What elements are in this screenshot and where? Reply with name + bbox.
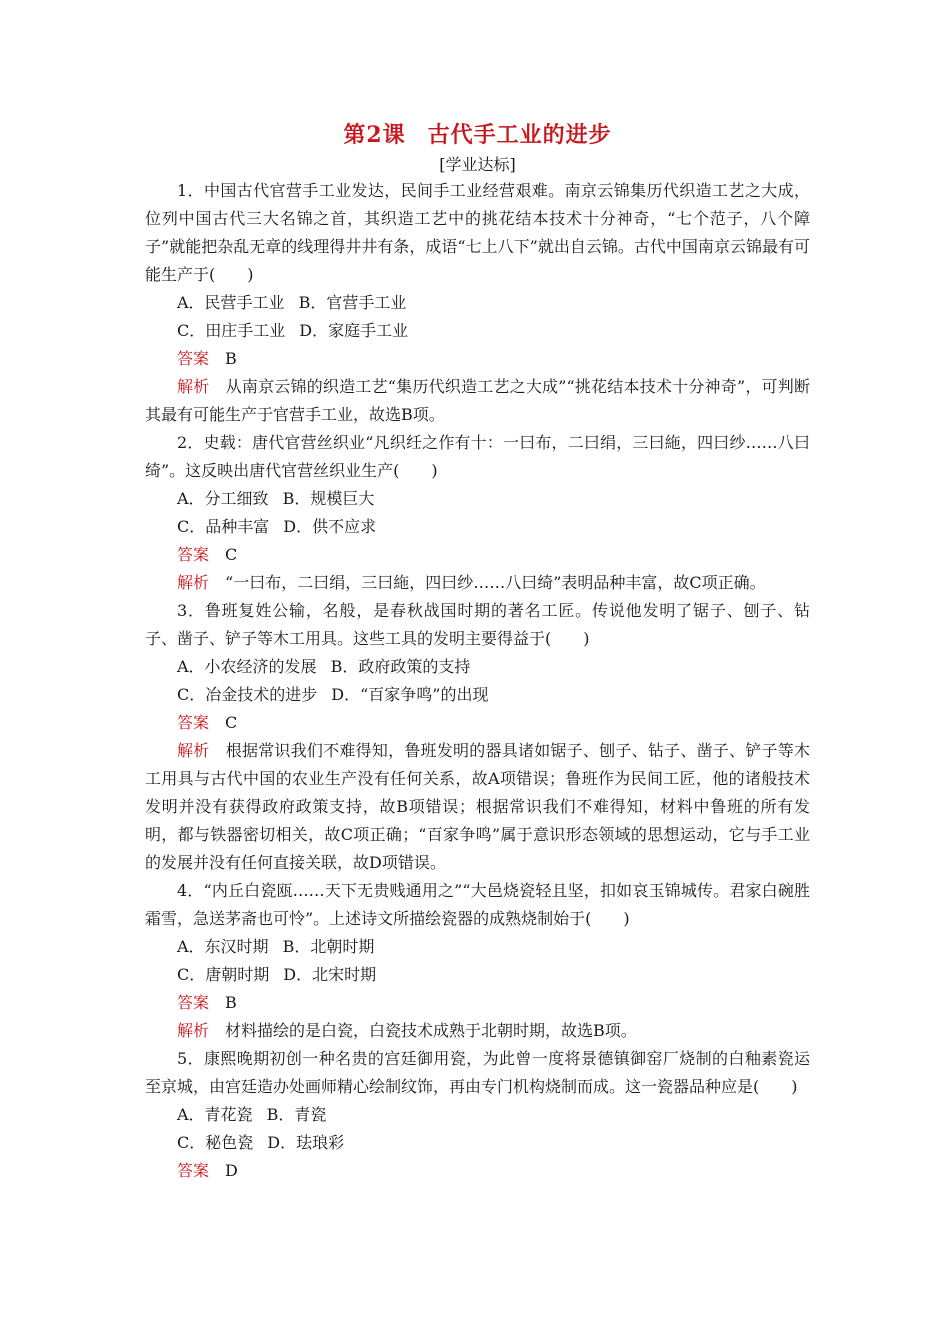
- analysis-label: 解析: [177, 741, 210, 760]
- answer-label: 答案: [177, 1161, 210, 1180]
- analysis-label: 解析: [177, 377, 210, 396]
- question-1-answer: [145, 345, 810, 373]
- question-1-analysis: [145, 373, 810, 429]
- answer-value: B: [225, 349, 237, 368]
- question-5-options-row-1: [145, 1101, 810, 1129]
- answer-label: 答案: [177, 349, 210, 368]
- question-4-text: 4．“内丘白瓷瓯……天下无贵贱通用之”“大邑烧瓷轻且坚，扣如哀玉锦城传。君家白碗胜霜雪，急送茅斋也可怜”。上述诗文所描绘瓷器的成熟烧制始于( ): [145, 881, 810, 928]
- option-d: D．珐琅彩: [267, 1133, 345, 1152]
- analysis-label: 解析: [177, 1021, 210, 1040]
- answer-value: B: [225, 993, 237, 1012]
- question-2-options-row-1: [145, 485, 810, 513]
- option-c: C．冶金技术的进步: [177, 685, 318, 704]
- option-b: B．青瓷: [266, 1105, 327, 1124]
- lesson-name: 古代手工业的进步: [427, 122, 612, 148]
- analysis-text: 材料描绘的是白瓷，白瓷技术成熟于北朝时期，故选B项。: [225, 1021, 637, 1040]
- option-c: C．秘色瓷: [177, 1133, 254, 1152]
- question-3-options-row-1: [145, 653, 810, 681]
- question-3-analysis: [145, 737, 810, 877]
- analysis-text: 根据常识我们不难得知，鲁班发明的器具诸如锯子、刨子、钻子、凿子、铲子等木工用具与古代中国的农业生产没有任何关系，故A项错误；鲁班作为民间工匠，他的诸般技术发明并没有获得政府政策支持，故B项错误；根据常识我们不难得知，材料中鲁班的所有发明，都与铁器密切相关，故C项正确；“百家争鸣”属于意识形态领域的思想运动，它与手工业的发展并没有任何直接关联，故D项错误。: [145, 741, 810, 872]
- question-4-options-row-1: [145, 933, 810, 961]
- analysis-text: 从南京云锦的织造工艺“集历代织造工艺之大成”“挑花结本技术十分神奇”，可判断其最有可能生产于官营手工业，故选B项。: [145, 377, 810, 424]
- question-1-options-row-2: [145, 317, 810, 345]
- question-4-answer: [145, 989, 810, 1017]
- option-a: A．东汉时期: [177, 937, 269, 956]
- option-d: D．供不应求: [283, 517, 377, 536]
- question-2-options-row-2: [145, 513, 810, 541]
- section-label: [学业达标]: [439, 155, 516, 174]
- option-b: B．政府政策的支持: [330, 657, 471, 676]
- question-2-analysis: [145, 569, 810, 597]
- option-d: D．北宋时期: [283, 965, 377, 984]
- question-1-options-row-1: [145, 289, 810, 317]
- option-d: D．家庭手工业: [299, 321, 409, 340]
- question-2-answer: [145, 541, 810, 569]
- answer-value: D: [225, 1161, 238, 1180]
- question-3-options-row-2: [145, 681, 810, 709]
- question-5-answer: [145, 1157, 810, 1185]
- option-c: C．品种丰富: [177, 517, 270, 536]
- question-3-text: 3．鲁班复姓公输，名般，是春秋战国时期的著名工匠。传说他发明了锯子、刨子、钻子、凿子、铲子等木工用具。这些工具的发明主要得益于( ): [145, 601, 810, 648]
- answer-label: 答案: [177, 993, 210, 1012]
- option-a: A．分工细致: [177, 489, 269, 508]
- option-b: B．北朝时期: [282, 937, 375, 956]
- analysis-text: “一曰布，二曰绢，三曰絁，四曰纱……八曰绮”表明品种丰富，故C项正确。: [225, 573, 766, 592]
- answer-label: 答案: [177, 713, 210, 732]
- question-4-options-row-2: [145, 961, 810, 989]
- option-c: C．田庄手工业: [177, 321, 286, 340]
- question-5-options-row-2: [145, 1129, 810, 1157]
- question-3-answer: [145, 709, 810, 737]
- option-c: C．唐朝时期: [177, 965, 270, 984]
- answer-value: C: [225, 713, 238, 732]
- question-1-text: 1．中国古代官营手工业发达，民间手工业经营艰难。南京云锦集历代织造工艺之大成，位列中国古代三大名锦之首，其织造工艺中的挑花结本技术十分神奇，“七个范子，八个障子”就能把杂乱无章的线理得井井有条，成语“七上八下”就出自云锦。古代中国南京云锦最有可能生产于( ): [145, 181, 810, 284]
- analysis-label: 解析: [177, 573, 210, 592]
- option-b: B．官营手工业: [298, 293, 407, 312]
- option-a: A．小农经济的发展: [177, 657, 317, 676]
- option-b: B．规模巨大: [282, 489, 375, 508]
- answer-label: 答案: [177, 545, 210, 564]
- option-d: D．“百家争鸣”的出现: [331, 685, 489, 704]
- question-2-text: 2．史载：唐代官营丝织业“凡织纴之作有十：一曰布，二曰绢，三曰絁，四曰纱……八曰绮”。这反映出唐代官营丝织业生产( ): [145, 433, 810, 480]
- option-a: A．青花瓷: [177, 1105, 253, 1124]
- question-5-text: 5．康熙晚期初创一种名贵的宫廷御用瓷，为此曾一度将景德镇御窑厂烧制的白釉素瓷运至京城，由宫廷造办处画师精心绘制纹饰，再由专门机构烧制而成。这一瓷器品种应是( ): [145, 1049, 810, 1096]
- option-a: A．民营手工业: [177, 293, 285, 312]
- answer-value: C: [225, 545, 238, 564]
- lesson-number: 第2课: [343, 122, 406, 148]
- page-title: [145, 118, 810, 152]
- document-content: [145, 118, 810, 1185]
- question-4-analysis: [145, 1017, 810, 1045]
